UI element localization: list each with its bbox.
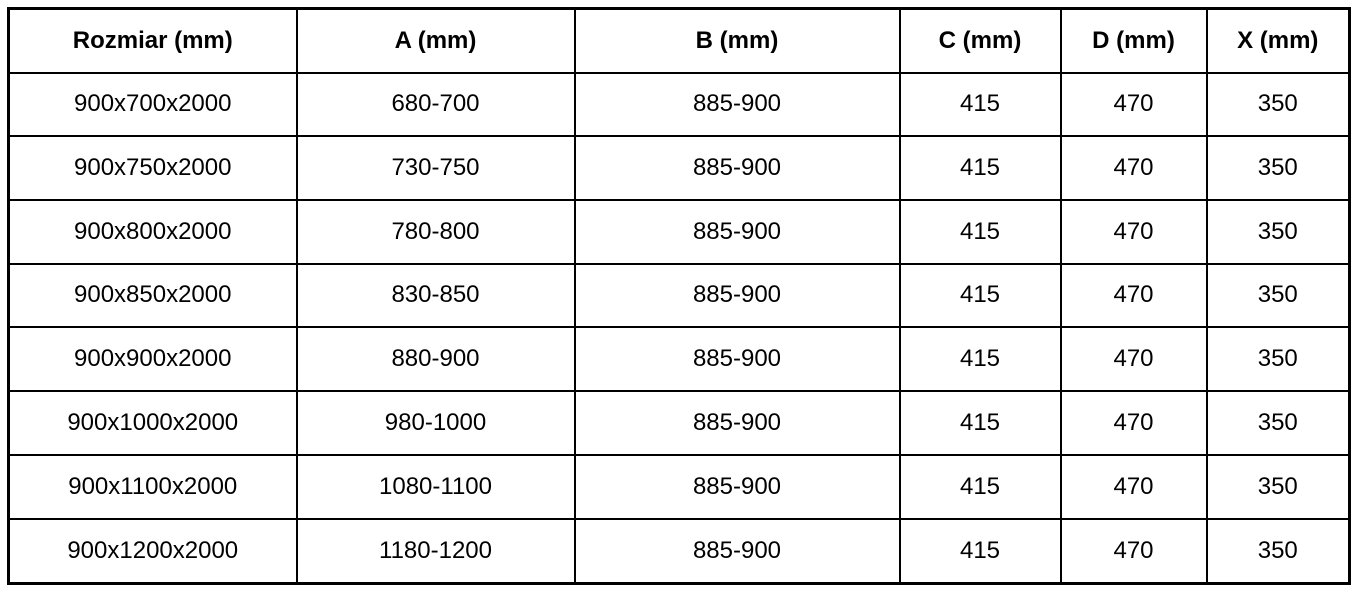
table-row (9, 519, 1350, 584)
table-cell: 350 (1207, 200, 1350, 264)
table-cell: 470 (1061, 455, 1207, 519)
table-cell: 415 (900, 391, 1061, 455)
table-cell: 900x900x2000 (9, 327, 297, 391)
table-cell: 830-850 (297, 264, 575, 328)
table-cell: 1180-1200 (297, 519, 575, 584)
table-cell: 885-900 (575, 455, 900, 519)
table-cell: 680-700 (297, 73, 575, 137)
table-cell: 885-900 (575, 327, 900, 391)
table-cell: 980-1000 (297, 391, 575, 455)
table-cell: 900x1000x2000 (9, 391, 297, 455)
table-row (9, 391, 1350, 455)
table-cell: 885-900 (575, 391, 900, 455)
table-cell: 415 (900, 327, 1061, 391)
table-cell: 415 (900, 200, 1061, 264)
table-cell: 415 (900, 455, 1061, 519)
table-cell: 1080-1100 (297, 455, 575, 519)
table-row (9, 264, 1350, 328)
table-cell: 470 (1061, 391, 1207, 455)
column-header-rozmiar: Rozmiar (mm) (9, 9, 297, 73)
table-row (9, 136, 1350, 200)
table-cell: 730-750 (297, 136, 575, 200)
table-cell: 470 (1061, 327, 1207, 391)
table-cell: 900x1200x2000 (9, 519, 297, 584)
table-cell: 415 (900, 136, 1061, 200)
column-header-d: D (mm) (1061, 9, 1207, 73)
table-cell: 350 (1207, 327, 1350, 391)
table-cell: 885-900 (575, 73, 900, 137)
table-row (9, 200, 1350, 264)
column-header-x: X (mm) (1207, 9, 1350, 73)
header-row (9, 9, 1350, 73)
table-cell: 415 (900, 519, 1061, 584)
table-cell: 415 (900, 264, 1061, 328)
size-specification-table (7, 7, 1351, 585)
table-cell: 900x750x2000 (9, 136, 297, 200)
table-cell: 415 (900, 73, 1061, 137)
table-cell: 780-800 (297, 200, 575, 264)
column-header-b: B (mm) (575, 9, 900, 73)
table-cell: 900x850x2000 (9, 264, 297, 328)
table-cell: 350 (1207, 519, 1350, 584)
table-cell: 350 (1207, 455, 1350, 519)
table-cell: 885-900 (575, 136, 900, 200)
table-cell: 470 (1061, 136, 1207, 200)
table-cell: 885-900 (575, 519, 900, 584)
table-cell: 470 (1061, 519, 1207, 584)
table-cell: 900x1100x2000 (9, 455, 297, 519)
table-cell: 350 (1207, 73, 1350, 137)
table-cell: 885-900 (575, 264, 900, 328)
table-cell: 350 (1207, 391, 1350, 455)
table-cell: 885-900 (575, 200, 900, 264)
column-header-a: A (mm) (297, 9, 575, 73)
table-row (9, 327, 1350, 391)
table-cell: 900x700x2000 (9, 73, 297, 137)
table-cell: 470 (1061, 264, 1207, 328)
table-cell: 470 (1061, 73, 1207, 137)
column-header-c: C (mm) (900, 9, 1061, 73)
table-row (9, 73, 1350, 137)
table-row (9, 455, 1350, 519)
table-cell: 350 (1207, 264, 1350, 328)
table-cell: 470 (1061, 200, 1207, 264)
table-cell: 880-900 (297, 327, 575, 391)
table-cell: 900x800x2000 (9, 200, 297, 264)
table-cell: 350 (1207, 136, 1350, 200)
